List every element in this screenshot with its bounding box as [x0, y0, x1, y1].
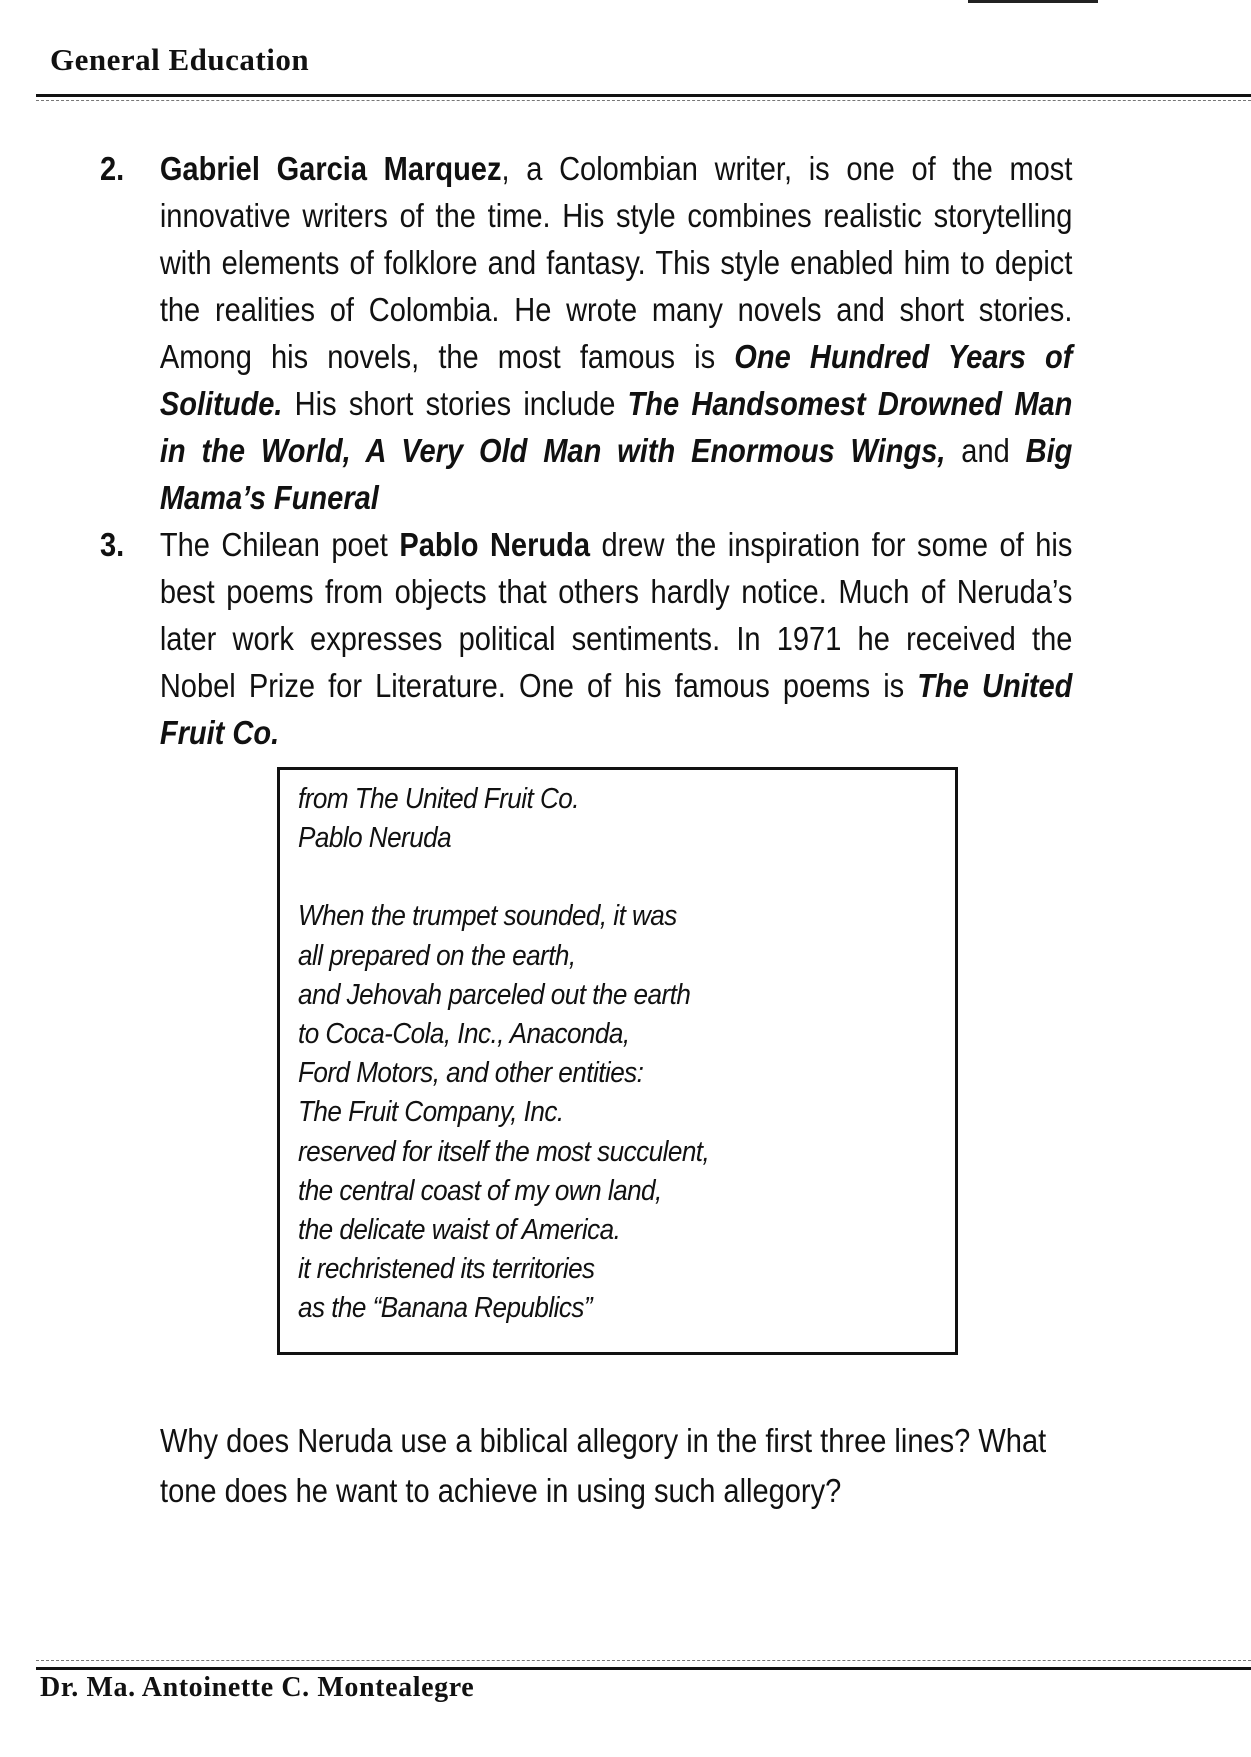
poem-line: the delicate waist of America. [298, 1214, 621, 1247]
stanza-gap [298, 858, 709, 897]
poem-line: reserved for itself the most succulent, [298, 1135, 710, 1168]
text-run: , a Colombian writer, is one of the most innovative writers of the time. His style combines realistic storytelling with elements of folklore and fantasy. This style enabled him to depict the realities of Colombia. He wrote many novels and short stories. Among his novels, the most famous is [159, 150, 1073, 375]
poem-line: and Jehovah parceled out the earth [298, 978, 691, 1011]
poem-text [298, 780, 709, 1329]
top-edge-mark [968, 0, 1098, 9]
work-title: One Hundred Years of Solitude. [159, 338, 1073, 422]
item-body [160, 145, 1073, 521]
item-number: 2. [100, 150, 125, 187]
footer-rule [36, 1667, 1251, 1670]
poem-line: Ford Motors, and other entities: [298, 1057, 644, 1090]
poem-line: it rechristened its territories [298, 1253, 595, 1286]
item-body [160, 521, 1073, 756]
poem-line: the central coast of my own land, [298, 1174, 662, 1207]
work-title: The Handsomest Drowned Man in the World, A Very Old Man with Enormous Wings, [159, 385, 1073, 469]
footer-author: Dr. Ma. Antoinette C. Montealegre [40, 1672, 475, 1703]
item-number: 3. [100, 526, 125, 563]
poem-excerpt-box [277, 767, 958, 1355]
poem-line: When the trumpet sounded, it was [298, 900, 677, 933]
poem-line: The Fruit Company, Inc. [298, 1096, 564, 1129]
list-item-3 [100, 521, 1072, 756]
author-name: Gabriel Garcia Marquez [159, 150, 502, 187]
footer-rule-dashed [36, 1660, 1251, 1661]
poem-line: all prepared on the earth, [298, 939, 576, 972]
text-run: The Chilean poet [159, 526, 400, 563]
header-rule-dashed [36, 100, 1251, 101]
list-item-2 [100, 145, 1072, 521]
work-title: Big Mama’s Funeral [159, 432, 1073, 516]
work-title: The United Fruit Co. [159, 667, 1073, 751]
poem-title: from The United Fruit Co. [298, 783, 579, 815]
discussion-question: Why does Neruda use a biblical allegory in the first three lines? What tone does he want to achieve in using such allegory? [160, 1422, 1047, 1509]
header-rule [36, 94, 1251, 97]
poem-line: to Coca-Cola, Inc., Anaconda, [298, 1018, 630, 1051]
author-name: Pablo Neruda [399, 526, 590, 563]
poem-line: as the “Banana Republics” [298, 1292, 593, 1325]
text-run: drew the inspiration for some of his best poems from objects that others hardly notice. Much of Neruda’s later work expresses political sentiments. In 1971 he received the Nobel Prize for Literature. One of his famous poems is [159, 526, 1073, 704]
poem-author: Pablo Neruda [298, 822, 452, 855]
text-run: His short stories include [282, 385, 628, 422]
text-run: and [945, 432, 1026, 469]
page-header-title: General Education [50, 42, 310, 77]
